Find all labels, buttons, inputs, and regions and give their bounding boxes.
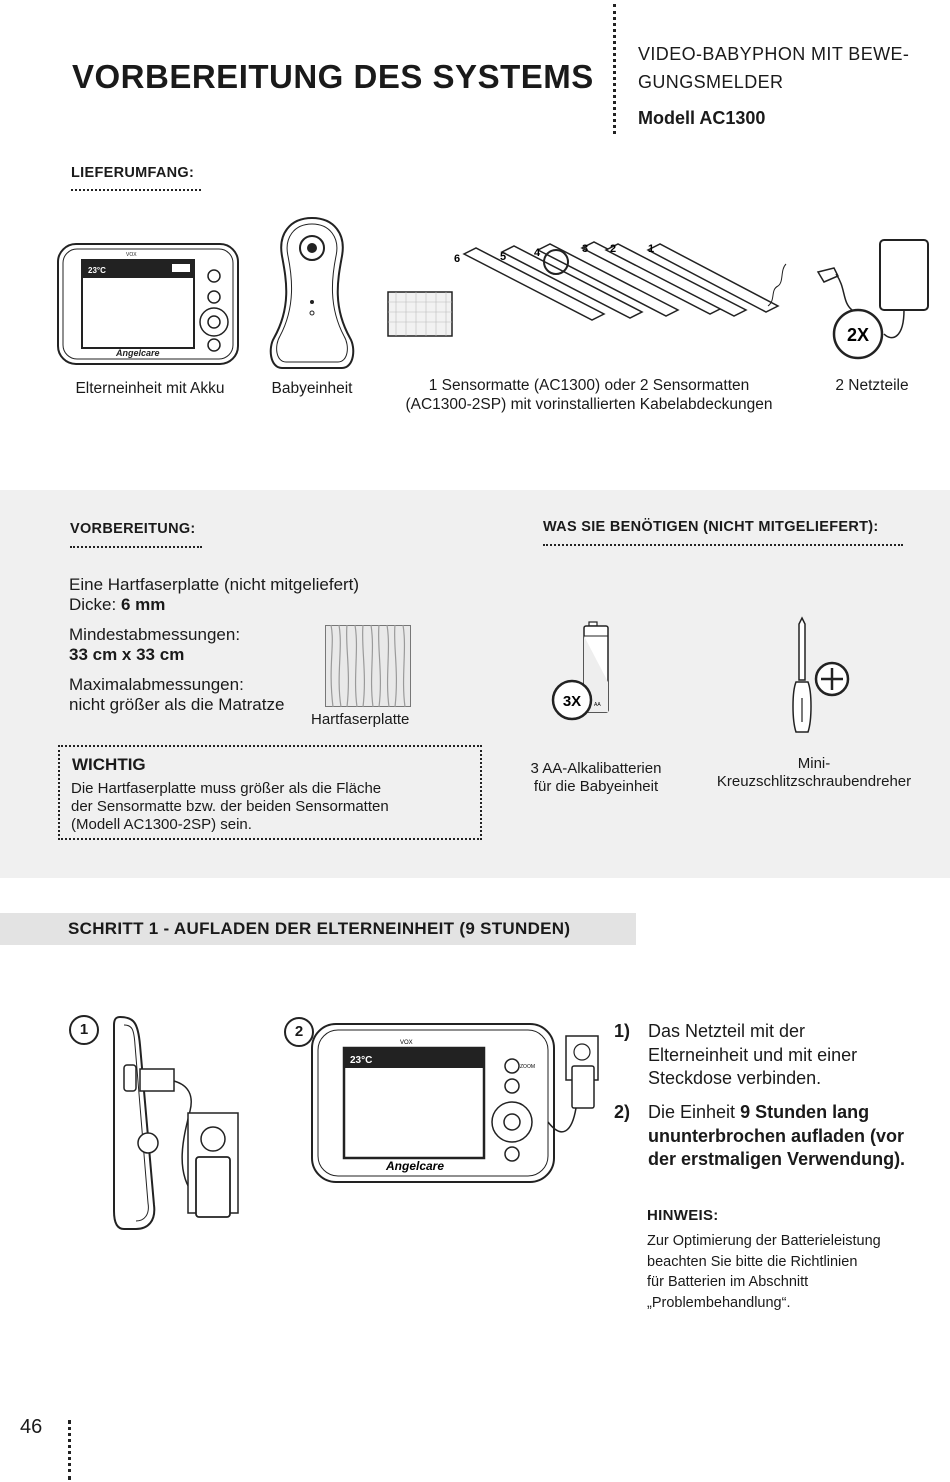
battery-caption-line2: für die Babyeinheit: [533, 778, 659, 795]
baby-unit-illustration: [266, 216, 358, 372]
product-name-line2: GUNGSMELDER: [638, 72, 784, 92]
max-dimensions: [69, 675, 284, 715]
figure-number-1: 1: [69, 1015, 99, 1045]
needed-heading-underline: [543, 544, 903, 546]
needed-heading: WAS SIE BENÖTIGEN (NICHT MITGELIEFERT):: [543, 519, 879, 535]
hardboard-caption: Hartfaserplatte: [311, 711, 410, 728]
product-name-line1: VIDEO-BABYPHON MIT BEWE-: [638, 44, 910, 64]
thickness-value: 6 mm: [120, 595, 166, 614]
power-adapter-illustration: [812, 238, 932, 362]
step1-bar: [0, 913, 636, 945]
max-label: Maximalabmessungen:: [69, 675, 244, 694]
fig2-temp-readout: 23°C: [350, 1055, 373, 1066]
instruction-1-number: 1): [614, 1021, 631, 1041]
sensor-number-5: 5: [500, 251, 507, 263]
instruction-2-plain: Die Einheit: [648, 1102, 741, 1122]
screwdriver-caption: [698, 755, 930, 791]
footer-divider: [68, 1420, 71, 1480]
battery-label: AA: [594, 702, 601, 708]
screwdriver-illustration: [790, 616, 852, 738]
sensor-pads-illustration: [386, 240, 796, 336]
battery-count: 3X: [562, 693, 582, 710]
brand-logo: Angelcare: [116, 348, 160, 358]
screwdriver-caption-line2: Kreuzschlitzschraubendreher: [716, 773, 912, 790]
battery-illustration: [550, 622, 614, 718]
note-line2: beachten Sie bitte die Richtlinien: [647, 1253, 858, 1270]
battery-caption: [504, 760, 688, 796]
caption-parent-unit: Elterneinheit mit Akku: [75, 380, 225, 397]
sensor-number-1: 1: [648, 243, 655, 255]
charging-side-illustration: [104, 1015, 244, 1235]
charging-front-illustration: [310, 1022, 610, 1186]
important-line3: (Modell AC1300-2SP) sein.: [71, 816, 252, 833]
note-line3: für Batterien im Abschnitt: [647, 1274, 809, 1290]
min-label: Mindestabmessungen:: [69, 625, 241, 644]
screwdriver-caption-line1: Mini-: [797, 755, 831, 772]
min-dimensions: [69, 625, 240, 665]
instruction-2-number: 2): [614, 1102, 631, 1122]
board-line1: Eine Hartfaserplatte (nicht mitgeliefert): [69, 575, 360, 594]
contents-heading: LIEFERUMFANG:: [71, 165, 195, 181]
header-divider: [613, 4, 616, 134]
product-name: [638, 40, 938, 96]
step1-title: SCHRITT 1 - AUFLADEN DER ELTERNEINHEIT (9 STUNDEN): [68, 919, 571, 938]
instruction-2-bold3: der erstmaligen Verwendung).: [648, 1149, 906, 1169]
sensor-number-3: 3: [582, 243, 589, 255]
figure-number-2: 2: [284, 1017, 314, 1047]
thickness-label: Dicke:: [69, 595, 121, 614]
instruction-1-line1: Das Netzteil mit der: [648, 1021, 806, 1041]
instruction-1-line3: Steckdose verbinden.: [648, 1068, 822, 1088]
note-text: [647, 1231, 881, 1313]
note-line1: Zur Optimierung der Batterieleistung: [647, 1233, 881, 1249]
preparation-heading-underline: [70, 546, 202, 548]
battery-caption-line1: 3 AA-Alkalibatterien: [530, 760, 662, 777]
temp-readout: 23°C: [88, 266, 106, 275]
adapter-count: 2X: [846, 325, 870, 345]
instruction-2-bold2: ununterbrochen aufladen (vor: [648, 1125, 905, 1146]
max-value: nicht größer als die Matratze: [69, 695, 285, 714]
note-heading: HINWEIS:: [647, 1207, 719, 1224]
caption-sensor-pads: [370, 376, 808, 414]
contents-heading-underline: [71, 189, 201, 191]
parent-unit-illustration: [56, 242, 240, 366]
important-box: [58, 745, 482, 840]
sensor-mat: [388, 292, 452, 336]
instruction-1-line2: Elterneinheit und mit einer: [648, 1044, 858, 1065]
important-title: WICHTIG: [72, 755, 146, 774]
page-title: VORBEREITUNG DES SYSTEMS: [72, 58, 594, 95]
caption-sensor-pads-line2: (AC1300-2SP) mit vorinstallierten Kabelabdeckungen: [405, 396, 773, 413]
sensor-number-4: 4: [534, 247, 541, 259]
preparation-heading: VORBEREITUNG:: [70, 521, 196, 537]
important-line2: der Sensormatte bzw. der beiden Sensormatten: [71, 798, 389, 815]
important-text: [71, 780, 389, 834]
caption-baby-unit: Babyeinheit: [271, 380, 353, 397]
charger-plug: [140, 1069, 174, 1091]
fig2-brand-logo: Angelcare: [386, 1159, 445, 1173]
fig2-zoom-label: ZOOM: [520, 1064, 535, 1070]
fig2-vox-label: VOX: [400, 1040, 413, 1046]
instruction-2-bold1: 9 Stunden lang: [740, 1102, 870, 1122]
caption-sensor-pads-line1: 1 Sensormatte (AC1300) oder 2 Sensormatten: [428, 377, 750, 394]
board-requirement: [69, 575, 359, 615]
vox-label: VOX: [126, 252, 137, 258]
hardboard-illustration: [325, 625, 411, 707]
page-number: 46: [20, 1416, 43, 1438]
caption-adapters: 2 Netzteile: [835, 377, 909, 394]
sensor-number-6: 6: [454, 253, 461, 265]
model-name: Modell AC1300: [638, 108, 766, 128]
min-value: 33 cm x 33 cm: [69, 645, 185, 664]
note-line4: „Problembehandlung“.: [647, 1294, 791, 1311]
sensor-number-2: 2: [610, 243, 617, 255]
important-line1: Die Hartfaserplatte muss größer als die Fläche: [71, 780, 382, 797]
